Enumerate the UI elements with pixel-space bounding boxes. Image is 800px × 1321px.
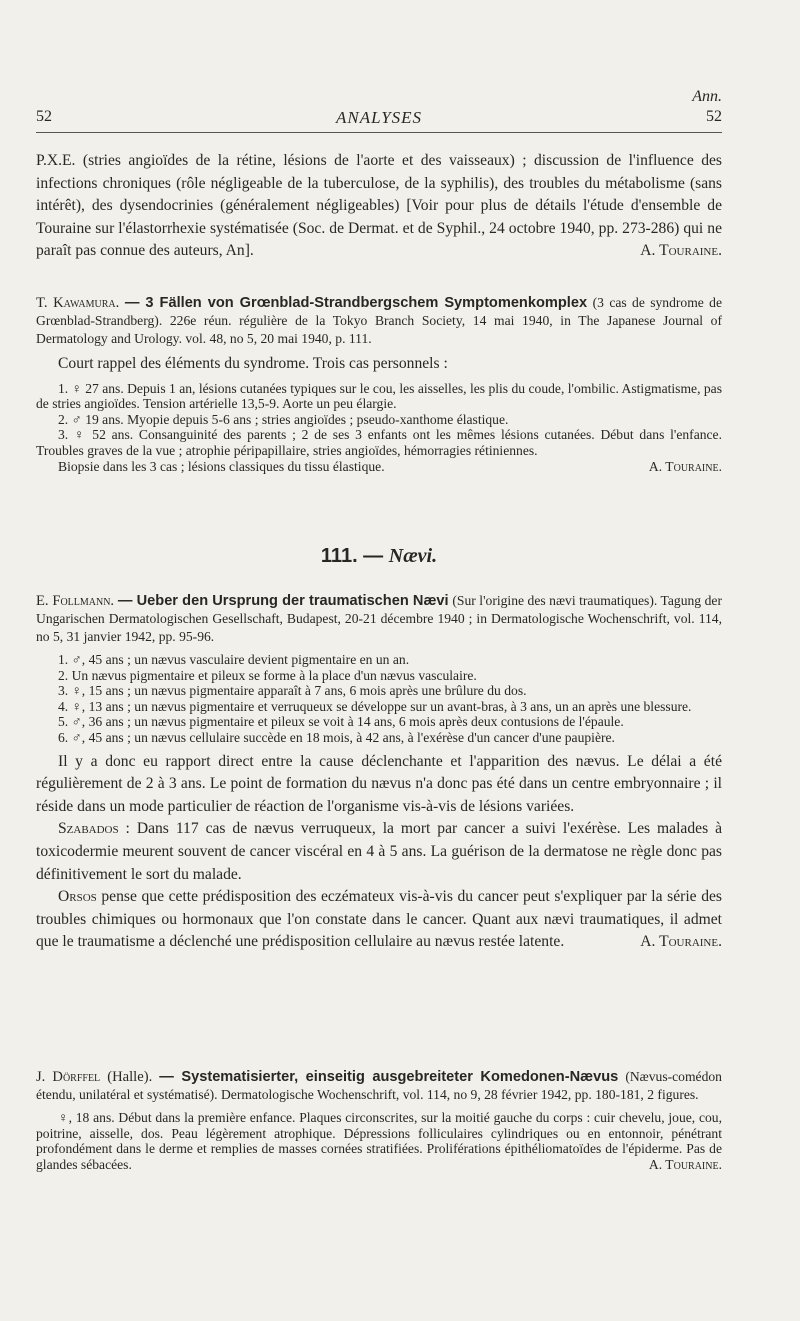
discussion-paragraph (36, 818, 722, 886)
continued-abstract (36, 150, 722, 263)
abstract-reference: (Sur l'origine des nævi traumatiques). Tagung der Ungarischen Dermatologischen Gesellschaft, Budapest, 20-21 décembre 1940 ; in Dermatologische Wochenschrift, vol. 114, no 5, 31 janvier 1942, pp. 95-96. (36, 593, 722, 644)
case-item: 1. ♂, 45 ans ; un nævus vasculaire devient pigmentaire en un an. (58, 652, 410, 667)
abstract-title: — Ueber den Ursprung der traumatischen Nævi (117, 593, 449, 609)
case-item: 2. ♂ 19 ans. Myopie depuis 5-6 ans ; stries angioïdes ; pseudo-xanthome élastique. (58, 411, 509, 427)
section-heading (36, 545, 722, 568)
case-item: 6. ♂, 45 ans ; un nævus cellulaire succède en 18 mois, à 42 ans, à l'exérèse d'un cancer d'une paupière. (58, 729, 615, 745)
cited-author: Szabados (58, 820, 119, 838)
abstract-reference: (Nævus-comédon étendu, unilatéral et systématisé). Dermatologische Wochenschrift, vol. 114, no 9, 28 février 1942, pp. 180-181, 2 figures. (36, 1069, 722, 1102)
abstract-reference: (3 cas de syndrome de Grœnblad-Strandberg). 226e réun. régulière de la Tokyo Branch Society, 14 mai 1940, in The Japanese Journal of Dermatology and Urology. vol. 48, no 5, 20 mai 1940, p. 111. (36, 295, 722, 346)
abstract-title: — Systematisierter, einseitig ausgebreiteter Komedonen-Nævus (159, 1069, 619, 1085)
case-item: 4. ♀, 13 ans ; un nævus pigmentaire et verruqueux se développe sur un avant-bras, à 3 ans, un an après une blessure. (58, 698, 692, 714)
case-item: 3. ♀, 15 ans ; un nævus pigmentaire apparaît à 7 ans, 6 mois après une brûlure du dos. (58, 683, 527, 699)
section-number: 111. (320, 545, 358, 567)
abstract-signature: A. Touraine. (640, 933, 722, 951)
section-dash: — (357, 545, 389, 567)
discussion-paragraph (36, 886, 722, 954)
abstract-heading (36, 1068, 722, 1104)
abstract-signature: A. Touraine. (648, 458, 722, 474)
case-item: 5. ♂, 36 ans ; un nævus pigmentaire et pileux se voit à 14 ans, 6 mois après deux contusions de l'épaule. (58, 714, 624, 730)
abstract-conclusion (36, 459, 722, 475)
continued-signature: A. Touraine. (640, 242, 722, 260)
continued-body: P.X.E. (stries angioïdes de la rétine, lésions de l'aorte et des vaisseaux) ; discussion de l'influence des infections chroniques (rôle négligeable de la tuberculose, de la syphilis), des troubles du métabolisme (sans intérêt), des dysendocrinies (généralement négligeables) [Voir pour plus de détails l'étude d'ensemble de Touraine sur l'élastorrhexie systématisée (Soc. de Dermat. et de Syphil., 24 octobre 1940, pp. 273-286) qui ne paraît pas connue des auteurs, An]. (36, 152, 722, 260)
abstract-heading (36, 294, 722, 348)
abstract-kawamura (36, 294, 722, 474)
continued-text (36, 150, 722, 263)
paragraph-text: : Dans 117 cas de nævus verruqueux, la mort par cancer a suivi l'exérèse. Les malades à toxicodermie meurent souvent de cancer viscéral en 4 à 5 ans. La guérison de la dermatose ne règle donc pas définitivement le sort du malade. (36, 820, 722, 883)
case-item: 2. Un nævus pigmentaire et pileux se forme à la place d'un nævus vasculaire. (58, 667, 477, 683)
paragraph-text: pense que cette prédisposition des eczémateux vis-à-vis du cancer peut s'expliquer par la série des troubles chimiques ou hormonaux que l'on constate dans le cancer. Quant aux nævi traumatiques, il admet que le traumatisme a déclenché une prédisposition cellulaire au nævus restée latente. (36, 888, 722, 951)
abstract-body (36, 1110, 722, 1172)
abstract-heading (36, 592, 722, 646)
abstract-author: J. Dörffel (36, 1069, 101, 1085)
abstract-dorffel (36, 1068, 722, 1172)
page-number-left: 52 (36, 108, 52, 125)
abstract-author: T. Kawamura. (36, 295, 120, 311)
abstract-signature: A. Touraine. (648, 1156, 722, 1172)
abstract-intro: Court rappel des éléments du syndrome. Trois cas personnels : (58, 355, 448, 372)
running-header (36, 88, 722, 134)
case-item: 3. ♀ 52 ans. Consanguinité des parents ; 2 de ses 3 enfants ont les mêmes lésions cutanées. Début dans l'enfance. Troubles graves de la vue ; atrophie péripapillaire, stries angioïdes, hémorragies rétiniennes. (36, 427, 722, 458)
abstract-place: (Halle). (100, 1069, 153, 1085)
body-text: ♀, 18 ans. Début dans la première enfance. Plaques circonscrites, sur la moitié gauche du corps : cuir chevelu, joue, cou, poitrine, aisselle, dos. Peau légèrement atrophique. Dépressions folliculaires cylindriques ou en entonnoir, pénétrant profondément dans le derme et remplies de masses cornées stratifiées. Proliférations épithéliomatoïdes de l'épiderme. Pas de glandes sébacées. (36, 1110, 722, 1172)
discussion-paragraph: Il y a donc eu rapport direct entre la cause déclenchante et l'apparition des nævus. Le délai a été régulièrement de 2 à 3 ans. Le point de formation du nævus n'a donc pas été dans un centre embryonnaire ; il réside dans un mode particulier de réaction de l'organisme vis-à-vis de lésions variées. (36, 752, 722, 815)
header-rule (36, 132, 722, 133)
running-title: ANALYSES (335, 108, 423, 127)
case-item: 1. ♀ 27 ans. Depuis 1 an, lésions cutanées typiques sur le cou, les aisselles, les plis du coude, l'ombilic. Astigmatisme, pas de stries angioïdes. Tension artérielle 13,5-9. Aorte un peu élargie. (36, 380, 722, 412)
section-name: Nævi. (388, 545, 438, 567)
conclusion-text: Biopsie dans les 3 cas ; lésions classiques du tissu élastique. (58, 458, 385, 474)
page-number-right: 52 (706, 108, 722, 125)
abstract-author: E. Follmann. (36, 593, 115, 609)
abstract-follmann (36, 592, 722, 954)
cited-author: Orsos (58, 888, 97, 906)
journal-abbrev: Ann. (692, 88, 722, 105)
abstract-title: — 3 Fällen von Grœnblad-Strandbergschem Symptomenkomplex (124, 295, 588, 311)
